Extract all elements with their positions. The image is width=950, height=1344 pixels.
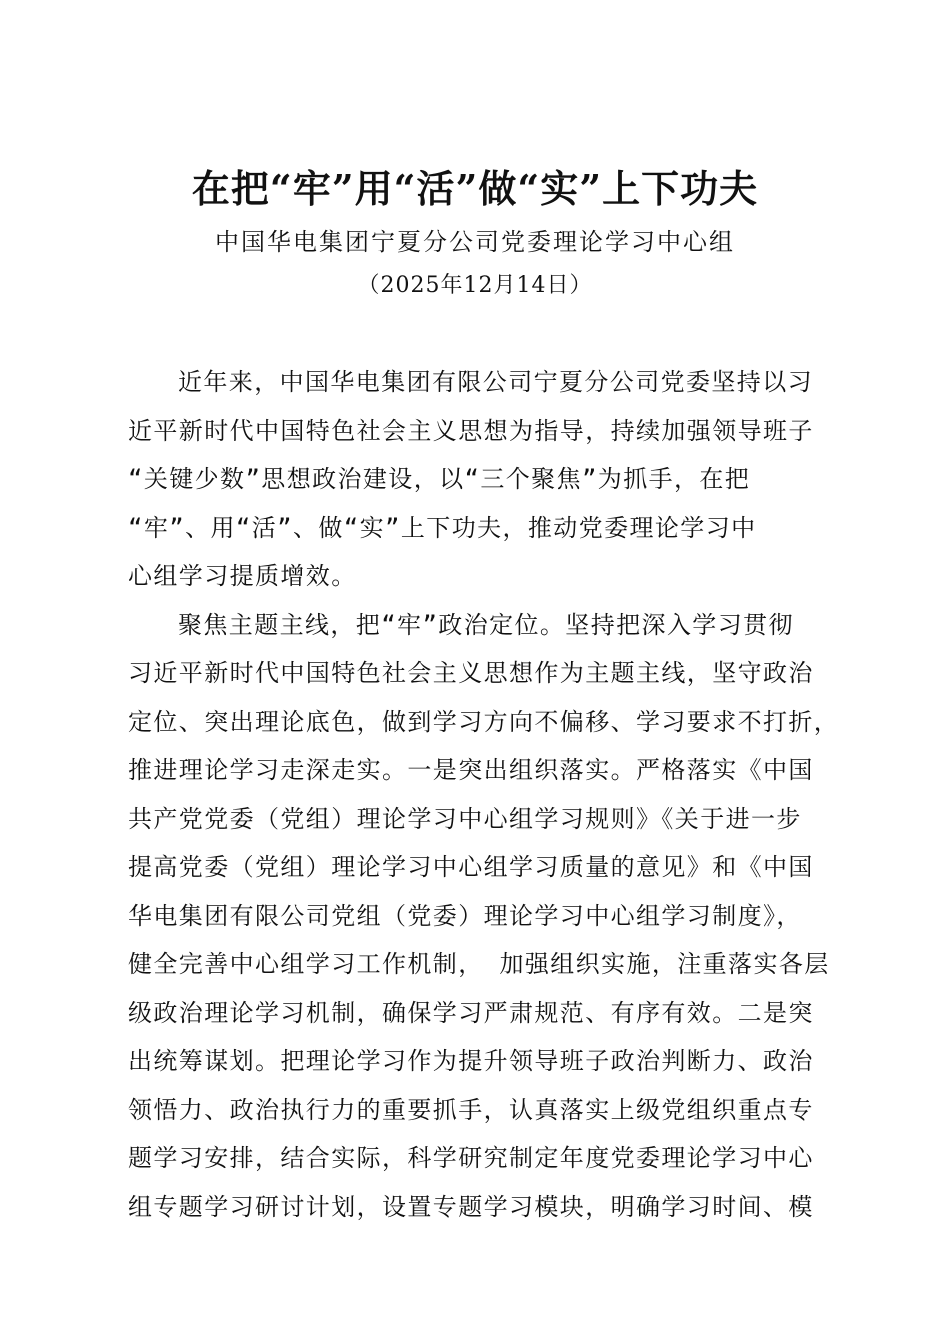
paragraph-line: “关键少数”思想政治建设，以“三个聚焦”为抓手，在把 xyxy=(128,465,751,493)
paragraph-line: “牢”、用“活”、做“实”上下功夫，推动党委理论学习中 xyxy=(128,513,757,542)
paragraph-line: 共产党党委（党组）理论学习中心组学习规则》《关于进一步 xyxy=(128,804,802,833)
paragraph-line: 级政治理论学习机制，确保学习严肃规范、有序有效。二是突 xyxy=(128,998,814,1027)
document-author: 中国华电集团宁夏分公司党委理论学习中心组 xyxy=(215,228,735,256)
paragraph-line: 心组学习提质增效。 xyxy=(128,562,357,590)
document-body xyxy=(128,358,840,1231)
paragraph-line: 健全完善中心组学习工作机制， 加强组织实施，注重落实各层 xyxy=(128,950,830,978)
paragraph-line: 领悟力、政治执行力的重要抓手，认真落实上级党组织重点专 xyxy=(128,1095,814,1124)
paragraph-line: 推进理论学习走深走实。一是突出组织落实。严格落实《中国 xyxy=(128,756,814,784)
paragraph-line: 近平新时代中国特色社会主义思想为指导，持续加强领导班子 xyxy=(128,416,814,445)
document-date: （2025年12月14日） xyxy=(357,273,593,298)
paragraph-line: 聚焦主题主线，把“牢”政治定位。坚持把深入学习贯彻 xyxy=(178,610,794,639)
paragraph-1 xyxy=(128,358,828,601)
paragraph-line: 出统筹谋划。把理论学习作为提升领导班子政治判断力、政治 xyxy=(128,1047,814,1075)
paragraph-line: 提高党委（党组）理论学习中心组学习质量的意见》和《中国 xyxy=(128,853,814,881)
paragraph-line: 华电集团有限公司党组（党委）理论学习中心组学习制度》， xyxy=(128,901,802,930)
paragraph-line: 题学习安排，结合实际，科学研究制定年度党委理论学习中心 xyxy=(128,1144,814,1172)
paragraph-2 xyxy=(128,601,840,1232)
paragraph-line: 习近平新时代中国特色社会主义思想作为主题主线，坚守政治 xyxy=(128,659,814,687)
paragraph-line: 组专题学习研讨计划，设置专题学习模块，明确学习时间、模 xyxy=(128,1192,814,1221)
document-title: 在把“牢”用“活”做“实”上下功夫 xyxy=(191,166,759,211)
paragraph-line: 定位、突出理论底色，做到学习方向不偏移、学习要求不打折， xyxy=(128,707,840,736)
paragraph-line: 近年来，中国华电集团有限公司宁夏分公司党委坚持以习 xyxy=(178,368,813,396)
